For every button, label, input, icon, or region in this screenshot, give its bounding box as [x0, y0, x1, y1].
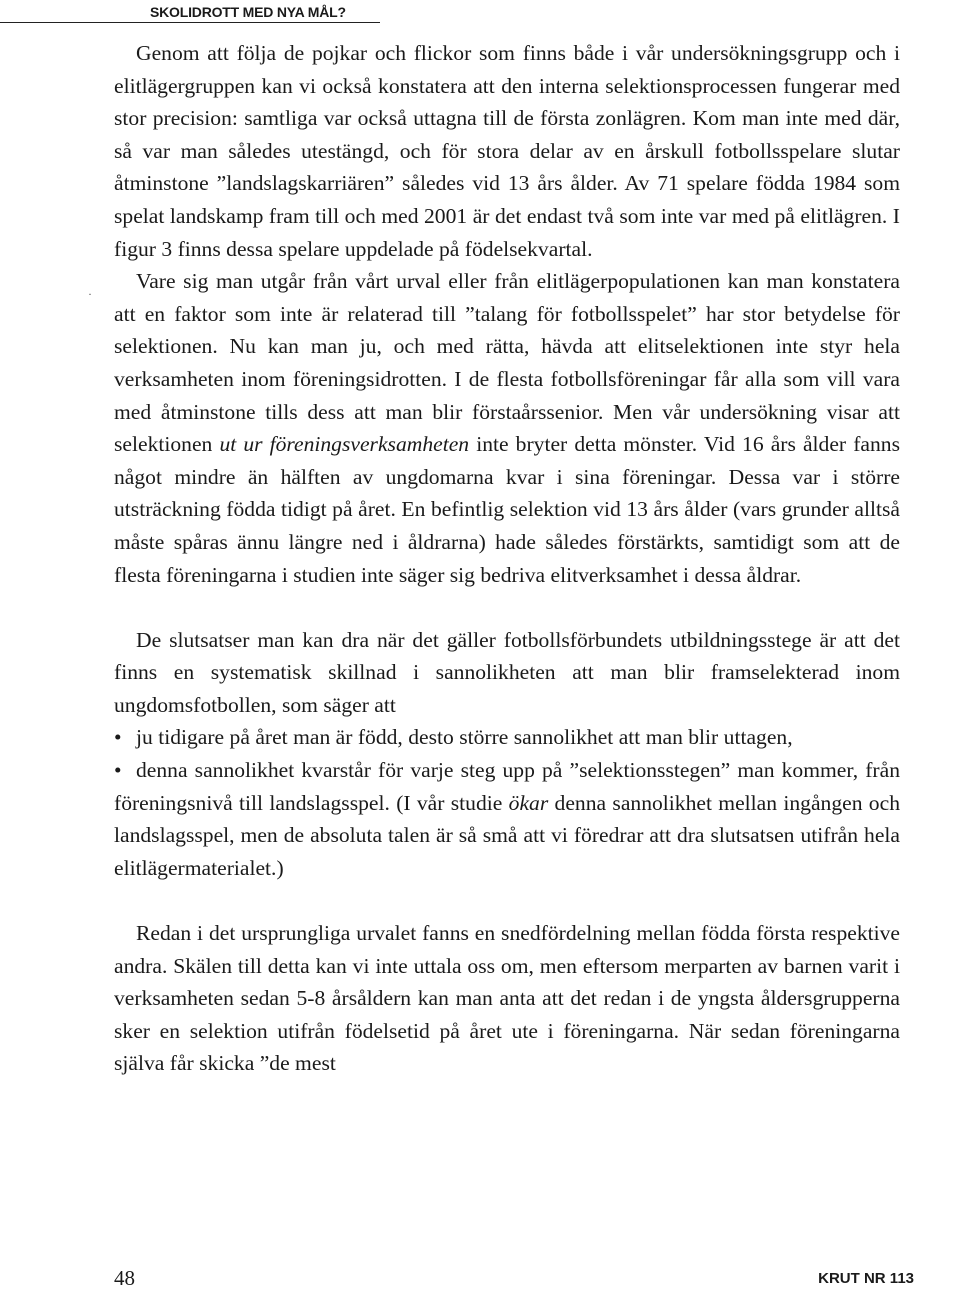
bullet-item-2 — [114, 754, 900, 884]
bullet-icon: • — [114, 725, 122, 750]
running-head-title: SKOLIDROTT MED NYA MÅL? — [150, 4, 346, 20]
paragraph-2-text-b: inte bryter detta mönster. Vid 16 års ålder fanns något mindre än hälften av ungdomarna kvar i sina föreningar. Dessa var i större utsträckning födda tidigt på året. En befintlig selektion vid 13 års ålder (vars grunder alltså måste spåras ännu längre ned i åldrarna) hade således förstärkts, samtidigt som att de flesta föreningarna i studien inte säger sig bedriva elitverksamhet i dessa åldrar. — [114, 432, 900, 587]
bullet-item-2-text-b: denna sannolikhet mellan ingången och landslagsspel, men de absoluta talen är så små att vi föredrar att dra slutsatsen utifrån hela elitlägermaterialet.) — [114, 790, 900, 880]
bullet-icon: • — [114, 758, 122, 783]
paragraph-2-italic: ut ur föreningsverksamheten — [219, 432, 470, 457]
bullet-item-1-text: ju tidigare på året man är född, desto större sannolikhet att man blir uttagen, — [136, 725, 793, 750]
journal-footer: KRUT NR 113 — [818, 1270, 914, 1287]
header-rule — [0, 22, 380, 23]
paragraph-3: De slutsatser man kan dra när det gäller fotbollsförbundets utbildningsstege är att det finns en systematisk skillnad i sannolikheten att man blir framselekterad inom ungdomsfotbollen, som säger att — [114, 627, 900, 717]
page-number: 48 — [114, 1266, 135, 1290]
margin-mark: · — [88, 287, 92, 301]
bullet-item-1 — [114, 721, 900, 754]
bullet-item-2-italic: ökar — [508, 790, 549, 815]
bullet-item-2-text-a: denna sannolikhet kvarstår för varje steg upp på ”selektionsstegen” man kommer, från föreningsnivå till landslagsspel. (I vår studie — [114, 758, 900, 815]
paragraph-4: Redan i det ursprungliga urvalet fanns en snedfördelning mellan födda första respektive andra. Skälen till detta kan vi inte uttala oss om, men eftersom merparten av barnen varit i verksamheten sedan 5-8 årsåldern kan man anta att det redan i de yngsta åldersgrupperna sker en selektion utifrån födelsetid på året ute i föreningarna. När sedan föreningarna själva får skicka ”de mest — [114, 921, 900, 1076]
paragraph-1: Genom att följa de pojkar och flickor som finns både i vår undersökningsgrupp och i elitlägergruppen kan vi också konstatera att den interna selektionsprocessen fungerar med stor precision: samtliga var också uttagna till de första zonlägren. Kom man inte med där, så var man således utestängd, och för stora delar av en årskull fotbollsspelare slutar åtminstone ”landslagskarriären” således vid 13 års ålder. Av 71 spelare födda 1984 som spelat landskamp fram till och med 2001 är det endast två som inte var med på elitlägren. I figur 3 finns dessa spelare uppdelade på födelsekvartal. — [114, 41, 900, 261]
article-body — [114, 37, 900, 1080]
paragraph-2-text-a: Vare sig man utgår från vårt urval eller från elitlägerpopulationen kan man konstatera att en faktor som inte är relaterad till ”talang för fotbollsspelet” har stor betydelse för selektionen. Nu kan man ju, och med rätta, hävda att elitselektionen inte styr hela verksamheten inom föreningsidrotten. I de flesta fotbollsföreningar får alla som vill vara med åtminstone tills dess att man blir förstaårssenior. Men vår undersökning visar att selektionen — [114, 269, 900, 457]
paragraph-2 — [114, 265, 900, 591]
